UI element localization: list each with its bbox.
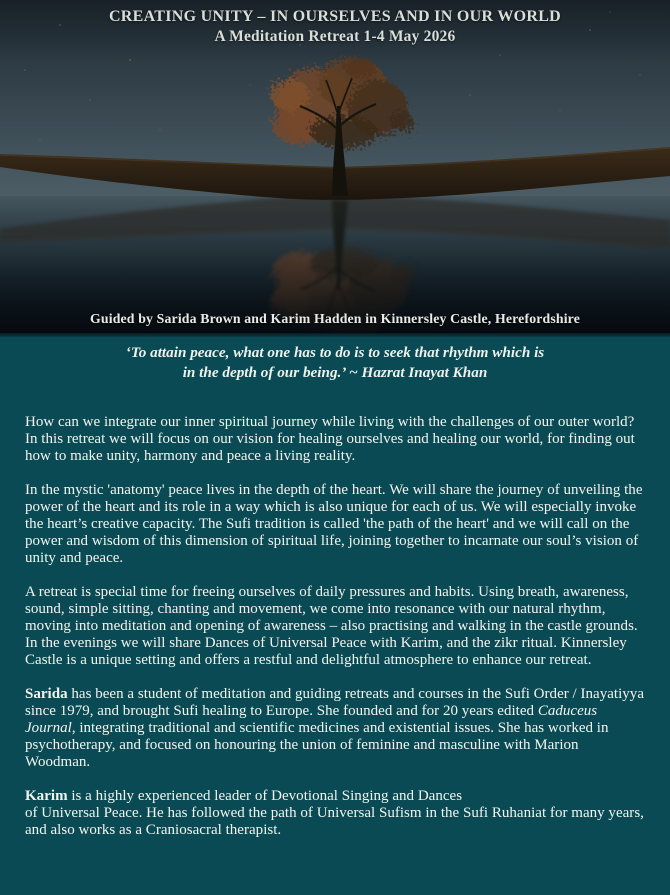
page-subtitle: A Meditation Retreat 1-4 May 2026 (214, 28, 456, 45)
body-text (0, 383, 670, 839)
hero-photo (0, 0, 670, 333)
quote-line-1: ‘To attain peace, what one has to do is to seek that rhythm which is (125, 344, 545, 361)
paragraph: Karim is a highly experienced leader of Devotional Singing and Dances of Universal Peace. He has followed the path of Universal Sufism in the Sufi Ruhaniat for many years, and also works as a Craniosacral therapist. (25, 788, 644, 838)
paragraph: How can we integrate our inner spiritual journey while living with the challenges of our outer world? In this retreat we will focus on our vision for healing ourselves and healing our world, for finding out how to make unity, harmony and peace a living reality. (25, 414, 635, 464)
header (0, 7, 670, 47)
quote-block (0, 337, 670, 383)
paragraph: Sarida has been a student of meditation and guiding retreats and courses in the Sufi Order / Inayatiyya since 1979, and brought Sufi healing to Europe. She founded and for 20 years edited Caduceus Journal, integrating traditional and scientific medicines and existential issues. She has worked in psychotherapy, and focused on honouring the union of feminine and masculine with Marion Woodman. (25, 686, 644, 770)
tree-reflection-photo (0, 0, 670, 333)
page-title: CREATING UNITY – IN OURSELVES AND IN OUR WORLD (108, 8, 562, 25)
quote-line-2: in the depth of our being.’ ~ Hazrat Inayat Khan (182, 364, 488, 381)
guides-caption: Guided by Sarida Brown and Karim Hadden in Kinnersley Castle, Herefordshire (90, 311, 580, 326)
paragraph: In the mystic 'anatomy' peace lives in the depth of the heart. We will share the journey of unveiling the power of the heart and its role in a way which is also unique for each of us. We will especially invoke the heart’s creative capacity. The Sufi tradition is called 'the path of the heart' and we will call on the power and wisdom of this dimension of spiritual life, joining together to incarnate our soul’s vision of unity and peace. (25, 482, 643, 566)
paragraph: A retreat is special time for freeing ourselves of daily pressures and habits. Using breath, awareness, sound, simple sitting, chanting and movement, we come into resonance with our natural rhythm, moving into meditation and opening of awareness – also practising and walking in the castle grounds. In the evenings we will share Dances of Universal Peace with Karim, and the zikr ritual. Kinnersley Castle is a unique setting and offers a restful and delightful atmosphere to enhance our retreat. (25, 584, 638, 668)
